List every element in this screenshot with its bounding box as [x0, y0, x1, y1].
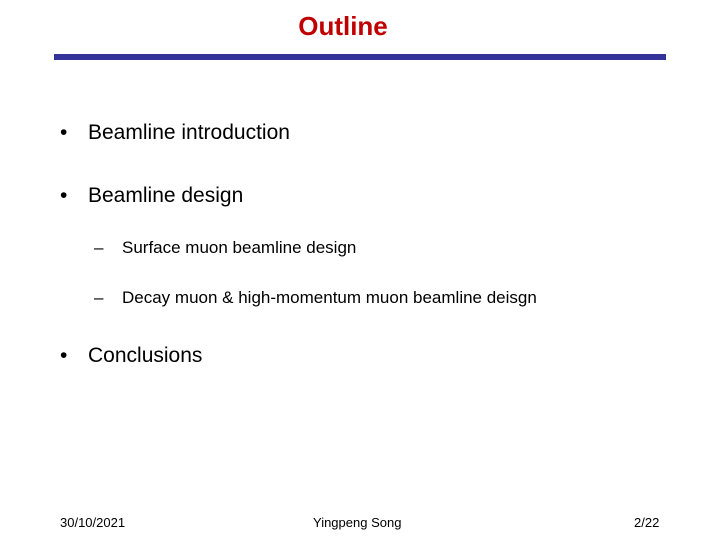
sub-bullet-text: Surface muon beamline design — [122, 238, 357, 257]
bullet-text: Conclusions — [88, 344, 203, 367]
sub-bullet-text: Decay muon & high-momentum muon beamline deisgn — [122, 288, 537, 307]
bullet-marker: • — [60, 121, 68, 144]
slide-title: Outline — [298, 11, 388, 41]
sub-bullet-marker: – — [94, 288, 104, 307]
footer-page-number: 2/22 — [634, 515, 660, 530]
bullet-marker: • — [60, 184, 68, 207]
bullet-text: Beamline introduction — [88, 121, 290, 144]
title-underline-rule — [54, 54, 666, 60]
bullet-marker: • — [60, 344, 68, 367]
sub-bullet-marker: – — [94, 238, 104, 257]
footer-author: Yingpeng Song — [313, 515, 402, 530]
footer-date: 30/10/2021 — [60, 515, 126, 530]
bullet-text: Beamline design — [88, 184, 244, 207]
